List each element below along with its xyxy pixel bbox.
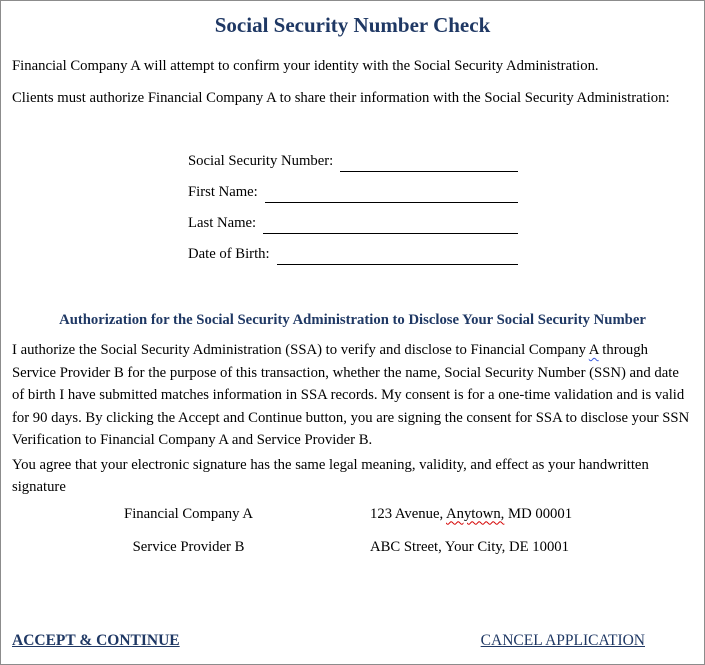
address-text-part1: ABC Street, Your City, DE 10001: [370, 538, 569, 555]
address-text-part2: MD 00001: [504, 505, 573, 522]
party-row-service-provider: [12, 536, 693, 558]
action-links-row: [12, 631, 693, 651]
grammar-flagged-word: A: [588, 342, 599, 358]
authorization-text-part1: I authorize the Social Security Administration (SSA) to verify and disclose to Financial Company: [12, 342, 589, 358]
intro-paragraph-2: Clients must authorize Financial Company A to share their information with the Social Security Administration:: [12, 90, 670, 106]
authorization-heading: Authorization for the Social Security Administration to Disclose Your Social Security Number: [59, 312, 646, 328]
last-name-label: Last Name:: [188, 215, 257, 231]
first-name-input-line[interactable]: [265, 184, 518, 203]
party-address: [370, 503, 572, 525]
esignature-notice: You agree that your electronic signature has the same legal meaning, validity, and effect as your handwritten signature: [12, 456, 649, 495]
authorization-text-part2: through Service Provider B for the purpose of this transaction, whether the name, Social Security Number (SSN) and date of birth I have submitted matches information in SSA records. My consent is for a one-time validation and is valid for 90 days. By clicking the Accept and Continue button, you are signing the consent for SSA to disclose your SSN Verification to Financial Company A and Service Provider B.: [12, 342, 690, 448]
party-address: [370, 536, 569, 558]
date-of-birth-label: Date of Birth:: [188, 246, 270, 262]
identity-form: [188, 150, 518, 265]
party-row-financial-company: [12, 503, 693, 525]
form-row-date-of-birth: [188, 243, 518, 265]
date-of-birth-input-line[interactable]: [277, 246, 518, 265]
page-title: Social Security Number Check: [214, 13, 491, 37]
authorization-paragraph: [12, 339, 693, 452]
ssn-label: Social Security Number:: [188, 153, 334, 169]
form-row-ssn: [188, 150, 518, 172]
parties-table: [12, 503, 693, 558]
cancel-application-button[interactable]: CANCEL APPLICATION: [480, 631, 645, 649]
ssn-input-line[interactable]: [340, 153, 518, 172]
party-name: Financial Company A: [124, 505, 253, 522]
intro-paragraph-1: Financial Company A will attempt to confirm your identity with the Social Security Administration.: [12, 58, 599, 74]
spellcheck-flagged-word: Anytown,: [446, 505, 505, 522]
first-name-label: First Name:: [188, 184, 258, 200]
address-text-part1: 123 Avenue,: [370, 505, 447, 522]
accept-continue-button[interactable]: ACCEPT & CONTINUE: [12, 631, 180, 649]
last-name-input-line[interactable]: [263, 215, 518, 234]
party-name: Service Provider B: [132, 538, 245, 555]
form-row-last-name: [188, 212, 518, 234]
form-row-first-name: [188, 181, 518, 203]
